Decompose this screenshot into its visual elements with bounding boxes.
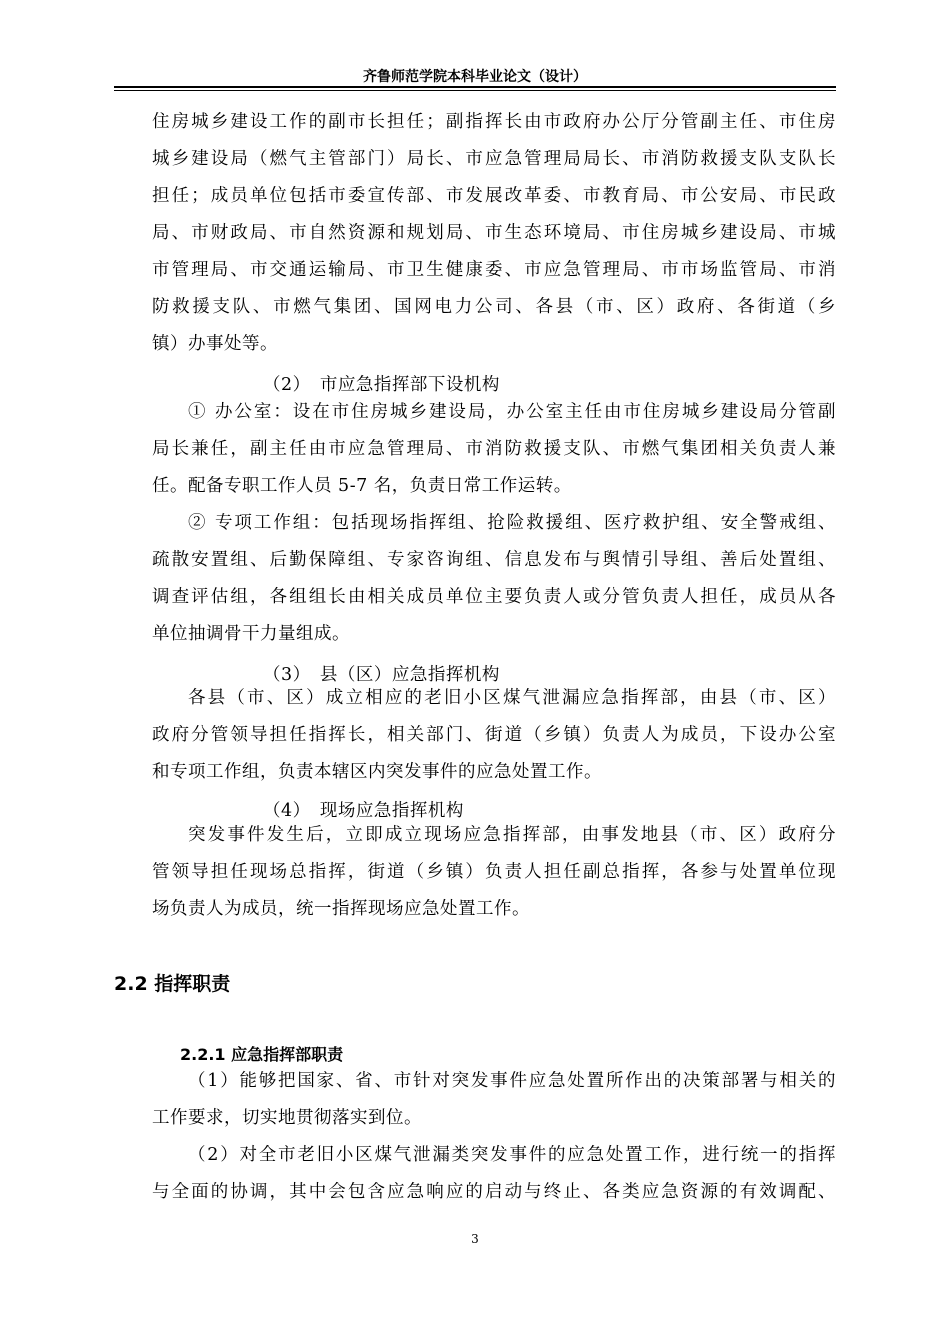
page-header-title: 齐鲁师范学院本科毕业论文（设计） (363, 69, 587, 85)
section-heading: 2.2 指挥职责 (114, 973, 231, 995)
item-heading: （4） 现场应急指挥机构 (263, 801, 464, 821)
text-line: 各县（市、区）成立相应的老旧小区煤气泄漏应急指挥部，由县（市、区） (188, 688, 836, 708)
header-rule (114, 86, 836, 88)
item-heading: （2） 市应急指挥部下设机构 (263, 375, 500, 395)
page-number: 3 (471, 1232, 479, 1246)
header-rule-thin (114, 90, 836, 91)
text-line: 政府分管领导担任指挥长，相关部门、街道（乡镇）负责人为成员，下设办公室 (152, 725, 836, 745)
text-line: 局、市财政局、市自然资源和规划局、市生态环境局、市住房城乡建设局、市城 (152, 223, 836, 243)
text-line: 担任；成员单位包括市委宣传部、市发展改革委、市教育局、市公安局、市民政 (152, 186, 836, 206)
text-line: 工作要求，切实地贯彻落实到位。 (152, 1108, 422, 1128)
text-line: 突发事件发生后，立即成立现场应急指挥部，由事发地县（市、区）政府分 (188, 825, 836, 845)
text-line: 单位抽调骨干力量组成。 (152, 624, 350, 644)
text-line: 任。配备专职工作人员 5-7 名，负责日常工作运转。 (152, 476, 572, 496)
text-line: 局长兼任，副主任由市应急管理局、市消防救援支队、市燃气集团相关负责人兼 (152, 439, 836, 459)
text-line: 城乡建设局（燃气主管部门）局长、市应急管理局局长、市消防救援支队支队长 (152, 149, 836, 169)
subsection-heading: 2.2.1 应急指挥部职责 (180, 1045, 344, 1064)
item-heading: （3） 县（区）应急指挥机构 (263, 665, 500, 685)
text-line: 场负责人为成员，统一指挥现场应急处置工作。 (152, 899, 530, 919)
text-line: ① 办公室：设在市住房城乡建设局，办公室主任由市住房城乡建设局分管副 (188, 402, 836, 422)
text-line: 镇）办事处等。 (152, 334, 278, 354)
text-line: （1）能够把国家、省、市针对突发事件应急处置所作出的决策部署与相关的 (188, 1071, 836, 1091)
text-line: 调查评估组，各组组长由相关成员单位主要负责人或分管负责人担任，成员从各 (152, 587, 836, 607)
text-line: 市管理局、市交通运输局、市卫生健康委、市应急管理局、市市场监管局、市消 (152, 260, 836, 280)
text-line: 与全面的协调，其中会包含应急响应的启动与终止、各类应急资源的有效调配、 (152, 1182, 836, 1202)
text-line: 管领导担任现场总指挥，街道（乡镇）负责人担任副总指挥，各参与处置单位现 (152, 862, 836, 882)
text-line: 和专项工作组，负责本辖区内突发事件的应急处置工作。 (152, 762, 602, 782)
text-line: （2）对全市老旧小区煤气泄漏类突发事件的应急处置工作，进行统一的指挥 (188, 1145, 836, 1165)
text-line: 防救援支队、市燃气集团、国网电力公司、各县（市、区）政府、各街道（乡 (152, 297, 836, 317)
text-line: ② 专项工作组：包括现场指挥组、抢险救援组、医疗救护组、安全警戒组、 (188, 513, 836, 533)
text-line: 住房城乡建设工作的副市长担任；副指挥长由市政府办公厅分管副主任、市住房 (152, 112, 836, 132)
text-line: 疏散安置组、后勤保障组、专家咨询组、信息发布与舆情引导组、善后处置组、 (152, 550, 836, 570)
